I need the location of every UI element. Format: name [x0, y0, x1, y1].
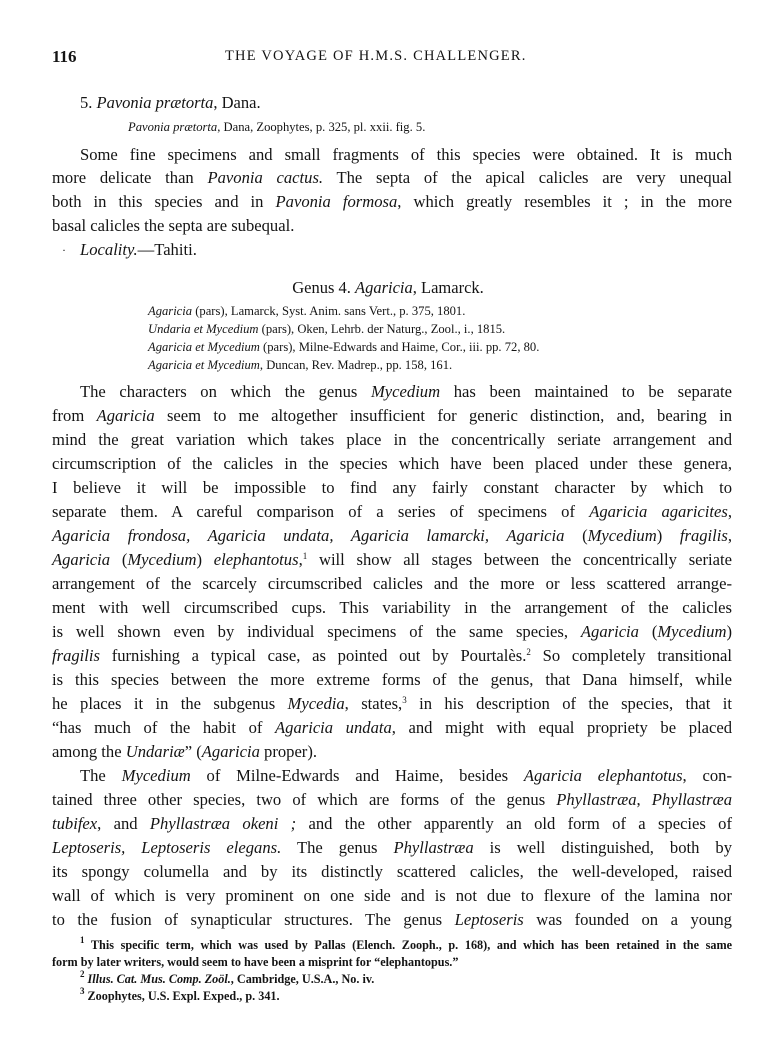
text-line: from Agaricia seem to me altogether insufficient for generic distinction, and, bearing in	[52, 406, 732, 425]
text-line: fragilis furnishing a typical case, as pointed out by Pourtalès.$^2$ So completely transitional	[52, 646, 732, 665]
text-line: its spongy columella and by its distinctly scattered calicles, the well-developed, raised	[52, 862, 732, 881]
footnote-mark: 1	[80, 935, 85, 945]
species-synonym	[128, 120, 425, 135]
footnote-1: $^1$ This specific term, which was used by Pallas (Elench. Zooph., p. 168), and which has been retained in the same	[80, 935, 733, 952]
footnote-ref[interactable]: 2	[526, 647, 531, 657]
text-line: to the fusion of synapticular structures. The genus Leptoseris was founded on a young	[52, 910, 732, 929]
text-line: separate them. A careful comparison of a series of specimens of Agaricia agaricites,	[52, 502, 732, 521]
running-title: THE VOYAGE OF H.M.S. CHALLENGER.	[225, 48, 527, 64]
text-line: circumscription of the calicles in the species which have been placed under these genera,	[52, 454, 732, 473]
text-line: mind the great variation which takes place in the concentrically seriate arrangement and	[52, 430, 732, 449]
synonym-name: Pavonia prætorta	[128, 120, 218, 134]
footnote-mark: 3	[80, 986, 85, 996]
footnote-1-continued: form by later writers, would seem to have been a misprint for “elephantopus.”	[52, 955, 459, 969]
footnote-2: $^2$ Illus. Cat. Mus. Comp. Zoöl., Cambridge, U.S.A., No. iv.	[80, 969, 375, 986]
text-line: I believe it will be impossible to find any fairly constant character by which to	[52, 478, 732, 497]
species-heading	[80, 93, 261, 113]
text-line: tained three other species, two of which are forms of the genus Phyllastræa, Phyllastræa	[52, 790, 732, 809]
text-line: The Mycedium of Milne-Edwards and Haime, besides Agaricia elephantotus, con-	[80, 766, 732, 785]
text-line: “has much of the habit of Agaricia undata, and might with equal propriety be placed	[52, 718, 732, 737]
species-name: Pavonia prætorta	[96, 93, 214, 112]
text-line: he places it in the subgenus Mycedia, states,$^3$ in his description of the species, that it	[52, 694, 732, 713]
synonym-entry: Agaricia (pars), Lamarck, Syst. Anim. sans Vert., p. 375, 1801.	[148, 304, 466, 318]
footnote-mark: 2	[80, 969, 85, 979]
text-line: among the Undariæ” (Agaricia proper).	[52, 742, 318, 761]
species-author: , Dana.	[213, 93, 261, 112]
locality	[80, 240, 197, 260]
locality-label: Locality.	[80, 240, 138, 259]
text-line: Some fine specimens and small fragments of this species were obtained. It is much	[80, 145, 732, 164]
synonym-reference: , Dana, Zoophytes, p. 325, pl. xxii. fig. 5.	[217, 120, 426, 134]
species-number: 5.	[80, 93, 97, 112]
footnote-ref[interactable]: 3	[402, 695, 407, 705]
text-line: ment with well circumscribed cups. This variability in the arrangement of the calicles	[52, 598, 732, 617]
text-line: is this species between the more extreme forms of the genus, that Dana himself, while	[52, 670, 732, 689]
text-line: Leptoseris, Leptoseris elegans. The genus Phyllastræa is well distinguished, both by	[52, 838, 732, 857]
text-line: wall of which is very prominent on one side and is not due to flexure of the lamina nor	[52, 886, 732, 905]
locality-value: —Tahiti.	[137, 240, 197, 259]
synonym-entry: Agaricia et Mycedium (pars), Milne-Edwards and Haime, Cor., iii. pp. 72, 80.	[148, 340, 540, 354]
synonym-entry: Undaria et Mycedium (pars), Oken, Lehrb. der Naturg., Zool., i., 1815.	[148, 322, 506, 336]
text-line: basal calicles the septa are subequal.	[52, 216, 295, 235]
text-line: more delicate than Pavonia cactus. The septa of the apical calicles are very unequal	[52, 168, 732, 187]
synonym-entry: Agaricia et Mycedium, Duncan, Rev. Madrep., pp. 158, 161.	[148, 358, 453, 372]
footnote-3: $^3$ Zoophytes, U.S. Expl. Exped., p. 341.	[80, 986, 280, 1003]
text-line: Agaricia (Mycedium) elephantotus,$^1$ will show all stages between the concentrically seriate	[52, 550, 732, 569]
text-line: arrangement of the scarcely circumscribed calicles and the more or less scattered arrange-	[52, 574, 732, 593]
footnote-ref[interactable]: 1	[302, 551, 308, 561]
text-line: is well shown even by individual specimens of the same species, Agaricia (Mycedium)	[52, 622, 732, 641]
stray-mark: ·	[62, 243, 66, 257]
text-line: The characters on which the genus Mycedium has been maintained to be separate	[80, 382, 732, 401]
page-number: 116	[52, 47, 77, 66]
text-line: tubifex, and Phyllastræa okeni ; and the other apparently an old form of a species of	[52, 814, 733, 833]
text-line: both in this species and in Pavonia formosa, which greatly resembles it ; in the more	[52, 192, 732, 211]
genus-heading: Genus 4. Agaricia, Lamarck.	[292, 278, 484, 297]
text-line: Agaricia frondosa, Agaricia undata, Agaricia lamarcki, Agaricia (Mycedium) fragilis,	[52, 526, 732, 545]
